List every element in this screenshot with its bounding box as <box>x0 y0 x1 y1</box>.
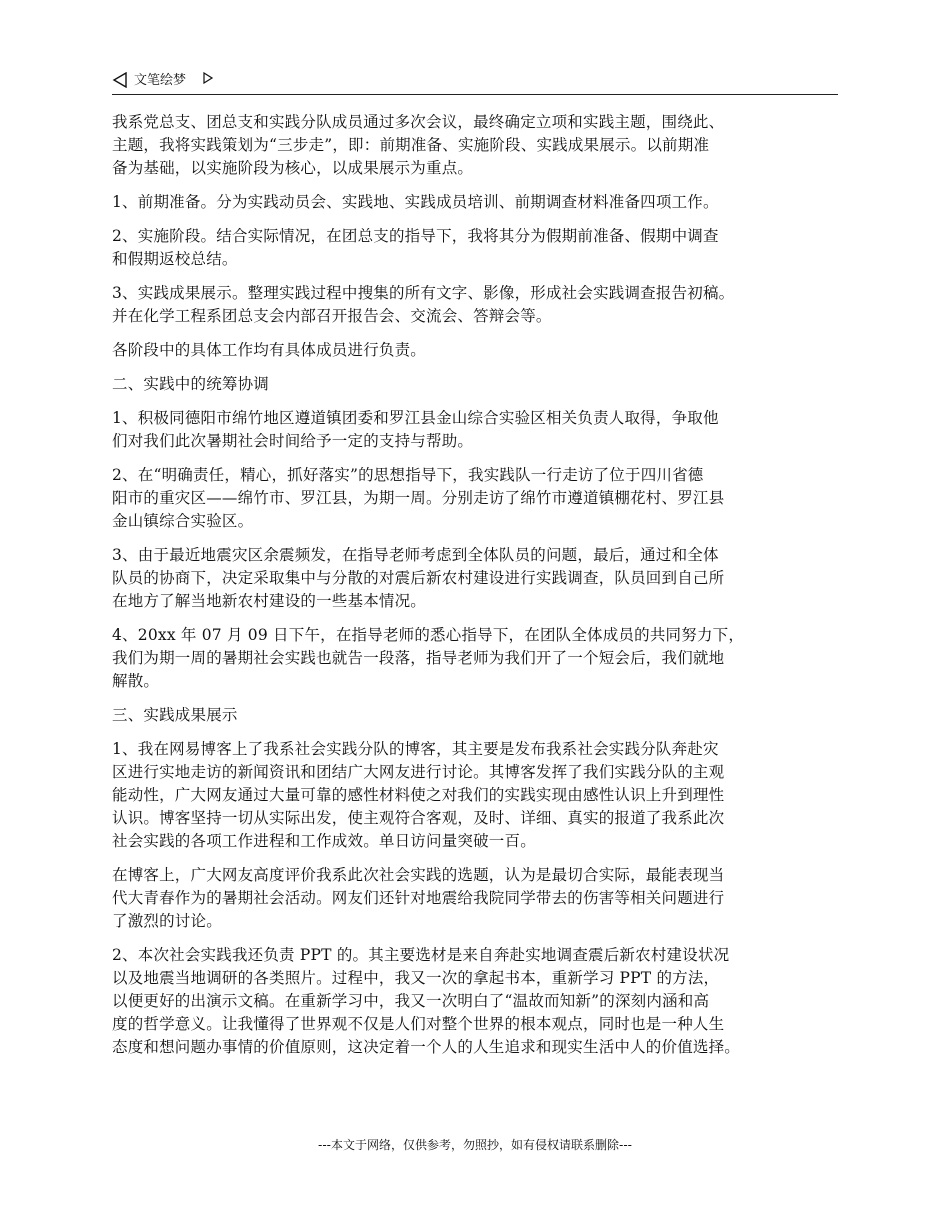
paragraph: 1、前期准备。分为实践动员会、实践地、实践成员培训、前期调查材料准备四项工作。 <box>112 193 719 211</box>
paragraph: 2、实施阶段。结合实际情况，在团总支的指导下，我将其分为假期前准备、假期中调查 和假期返校总结。 <box>112 227 719 268</box>
page-footer: ---本文于网络，仅供参考，勿照抄，如有侵权请联系删除--- <box>318 1138 632 1152</box>
paragraph: 1、积极同德阳市绵竹地区遵道镇团委和罗江县金山综合实验区相关负责人取得，争取他 们对我们此次暑期社会时间给予一定的支持与帮助。 <box>112 409 719 450</box>
paragraph: 2、本次社会实践我还负责 PPT 的。其主要选材是来自奔赴实地调查震后新农村建设状况 以及地震当地调研的各类照片。过程中，我又一次的拿起书本，重新学习 PPT 的方法， 以便更好的出演示文稿。在重新学习中，我又一次明白了“温故而知新”的深刻内涵和高 度的哲学意义。让我懂得了世界观不仅是人们对整个世界的根本观点，同时也是一种人生 态度和想问题办事情的价值原则，这决定着一个人的人生追求和现实生活中人的价值选择。 <box>112 946 741 1056</box>
section-heading: 三、实践成果展示 <box>112 706 238 724</box>
document-body <box>112 111 852 1070</box>
paragraph: 各阶段中的具体工作均有具体成员进行负责。 <box>112 341 427 359</box>
page-header <box>112 70 838 95</box>
left-triangle-icon <box>112 72 128 88</box>
header-title: 文笔绘梦 <box>134 73 187 88</box>
paragraph: 在博客上，广大网友高度评价我系此次社会实践的选题，认为是最切合实际，最能表现当 代大青春作为的暑期社会活动。网友们还针对地震给我院同学带去的伤害等相关问题进行 了激烈的讨论。 <box>112 866 725 930</box>
paragraph: 3、实践成果展示。整理实践过程中搜集的所有文字、影像，形成社会实践调查报告初稿。 并在化学工程系团总支会内部召开报告会、交流会、答辩会等。 <box>112 284 735 325</box>
right-triangle-icon <box>202 72 214 84</box>
paragraph: 我系党总支、团总支和实践分队成员通过多次会议，最终确定立项和实践主题，围绕此、 主题，我将实践策划为“三步走”，即：前期准备、实施阶段、实践成果展示。以前期准 备为基础，以实施阶段为核心，以成果展示为重点。 <box>112 113 725 177</box>
paragraph: 2、在“明确责任，精心，抓好落实”的思想指导下，我实践队一行走访了位于四川省德 阳市的重灾区——绵竹市、罗江县，为期一周。分别走访了绵竹市遵道镇棚花村、罗江县 金山镇综合实验区。 <box>112 466 725 530</box>
section-heading: 二、实践中的统筹协调 <box>112 375 270 393</box>
paragraph: 4、20xx 年 07 月 09 日下午，在指导老师的悉心指导下，在团队全体成员的共同努力下， 我们为期一周的暑期社会实践也就告一段落，指导老师为我们开了一个短会后，我们就地 解散。 <box>112 626 745 690</box>
paragraph: 3、由于最近地震灾区余震频发，在指导老师考虑到全体队员的问题，最后，通过和全体 队员的协商下，决定采取集中与分散的对震后新农村建设进行实践调查，队员回到自己所 在地方了解当地新农村建设的一些基本情况。 <box>112 546 725 610</box>
paragraph: 1、我在网易博客上了我系社会实践分队的博客，其主要是发布我系社会实践分队奔赴灾 区进行实地走访的新闻资讯和团结广大网友进行讨论。其博客发挥了我们实践分队的主观 能动性，广大网友通过大量可靠的感性材料使之对我们的实践实现由感性认识上升到理性 认识。博客坚持一切从实际出发，使主观符合客观，及时、详细、真实的报道了我系此次 社会实践的各项工作进程和工作成效。单日访问量突破一百。 <box>112 740 725 850</box>
